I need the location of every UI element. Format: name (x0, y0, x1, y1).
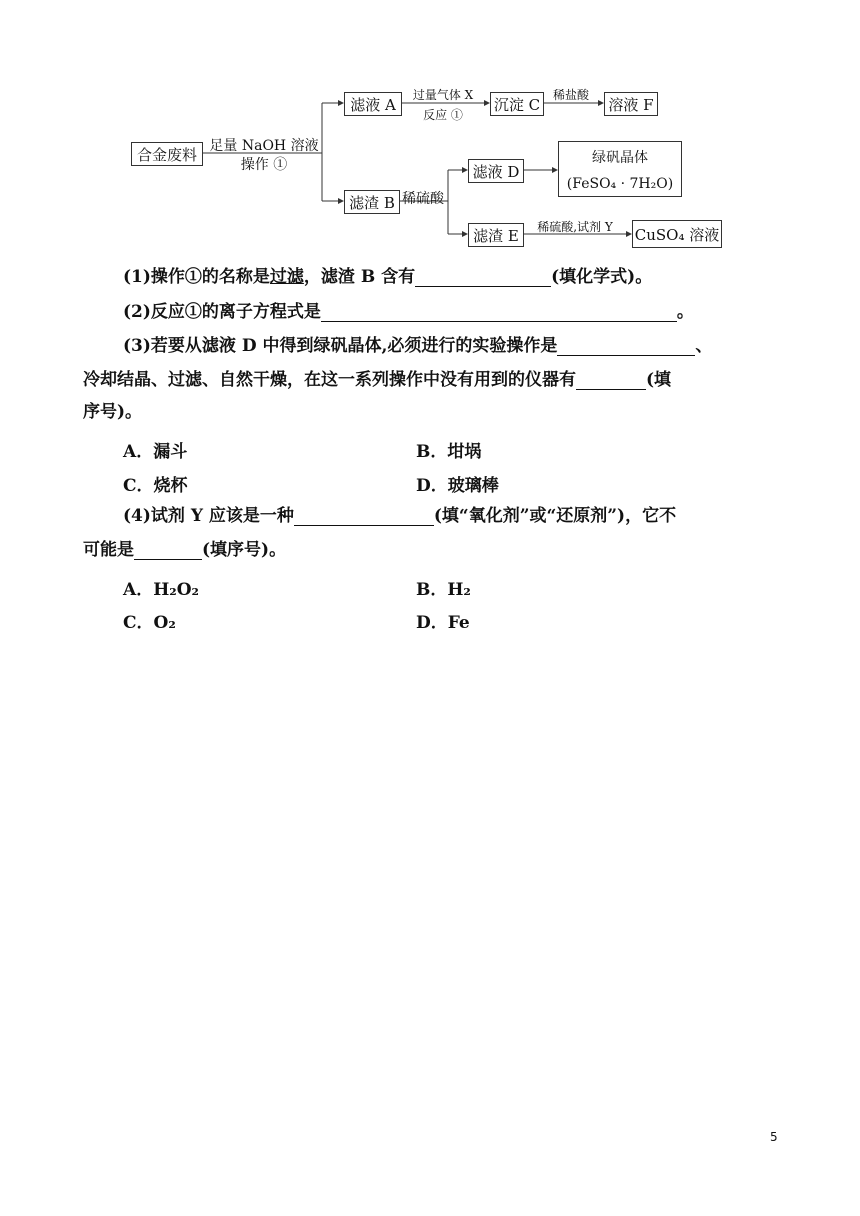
process-flowchart (0, 0, 860, 260)
green-vitriol-box (558, 141, 682, 197)
green-vitriol-title: 绿矾晶体 (592, 149, 648, 166)
q2-text-b: 。 (676, 302, 694, 322)
q1-text-c: (填化学式)。 (551, 267, 653, 287)
q3-option-c[interactable]: C．烧杯 (123, 476, 188, 496)
filtrate-a-box: 滤液 A (344, 92, 402, 116)
q1-text-b: ，滤渣 B 含有 (303, 267, 416, 287)
question-4-line-2 (83, 540, 783, 560)
q1-text-a: (1)操作①的名称是 (123, 267, 270, 287)
q3-option-d[interactable]: D．玻璃棒 (416, 476, 499, 496)
q3-line2-text-b: (填 (646, 370, 672, 390)
dilute-sulfuric-label: 稀硫酸 (402, 191, 444, 207)
filtrate-d-box: 滤液 D (468, 159, 524, 183)
q4-option-d[interactable]: D．Fe (416, 613, 470, 633)
q4-line2-text-a: 可能是 (83, 540, 134, 560)
cuso4-solution-box: CuSO₄ 溶液 (632, 220, 722, 248)
q1-underlined-answer: 过滤 (269, 267, 304, 287)
alloy-waste-box: 合金废料 (131, 142, 203, 166)
question-3 (123, 336, 823, 356)
reaction-1-label: 反应 ① (423, 108, 463, 122)
q3-option-b[interactable]: B．坩埚 (416, 442, 482, 462)
q4-answer-blank-1[interactable] (294, 509, 434, 526)
q4-text-a: (4)试剂 Y 应该是一种 (123, 506, 294, 526)
q2-answer-blank[interactable] (321, 305, 677, 322)
precipitate-c-box: 沉淀 C (490, 92, 544, 116)
q4-option-c[interactable]: C．O₂ (123, 613, 176, 633)
green-vitriol-formula: (FeSO₄ · 7H₂O) (566, 175, 674, 192)
question-2 (123, 302, 823, 322)
question-4 (123, 506, 823, 526)
q1-answer-blank[interactable] (415, 270, 551, 287)
q3-answer-blank-2[interactable] (576, 373, 646, 390)
q3-text-a: (3)若要从滤液 D 中得到绿矾晶体,必须进行的实验操作是 (123, 336, 558, 356)
naoh-label: 足量 NaOH 溶液 (209, 138, 319, 154)
operation-1-label: 操作 ① (240, 157, 288, 173)
q3-answer-blank-1[interactable] (557, 339, 695, 356)
q3-option-a[interactable]: A．漏斗 (123, 442, 188, 462)
question-1 (123, 267, 823, 287)
solution-f-box: 溶液 F (604, 92, 658, 116)
q4-option-b[interactable]: B．H₂ (416, 580, 471, 600)
question-3-line-3 (83, 402, 783, 422)
residue-e-box: 滤渣 E (468, 223, 524, 247)
page-number: 5 (770, 1130, 778, 1144)
q4-text-b: (填“氧化剂”或“还原剂”)，它不 (433, 506, 677, 526)
question-3-line-2 (83, 370, 783, 390)
flowchart-connectors (0, 0, 860, 260)
q4-option-a[interactable]: A．H₂O₂ (123, 580, 199, 600)
q3-line3-text: 序号)。 (83, 402, 143, 422)
q4-line2-text-b: (填序号)。 (202, 540, 287, 560)
q2-text-a: (2)反应①的离子方程式是 (123, 302, 321, 322)
q3-text-b: 、 (695, 336, 713, 356)
excess-gas-x-label: 过量气体 X (412, 88, 474, 102)
dilute-hcl-label: 稀盐酸 (552, 88, 589, 102)
reagent-y-label: 稀硫酸,试剂 Y (537, 220, 613, 234)
residue-b-box: 滤渣 B (344, 190, 400, 214)
q4-answer-blank-2[interactable] (134, 543, 202, 560)
q3-line2-text-a: 冷却结晶、过滤、自然干燥，在这一系列操作中没有用到的仪器有 (83, 370, 576, 390)
